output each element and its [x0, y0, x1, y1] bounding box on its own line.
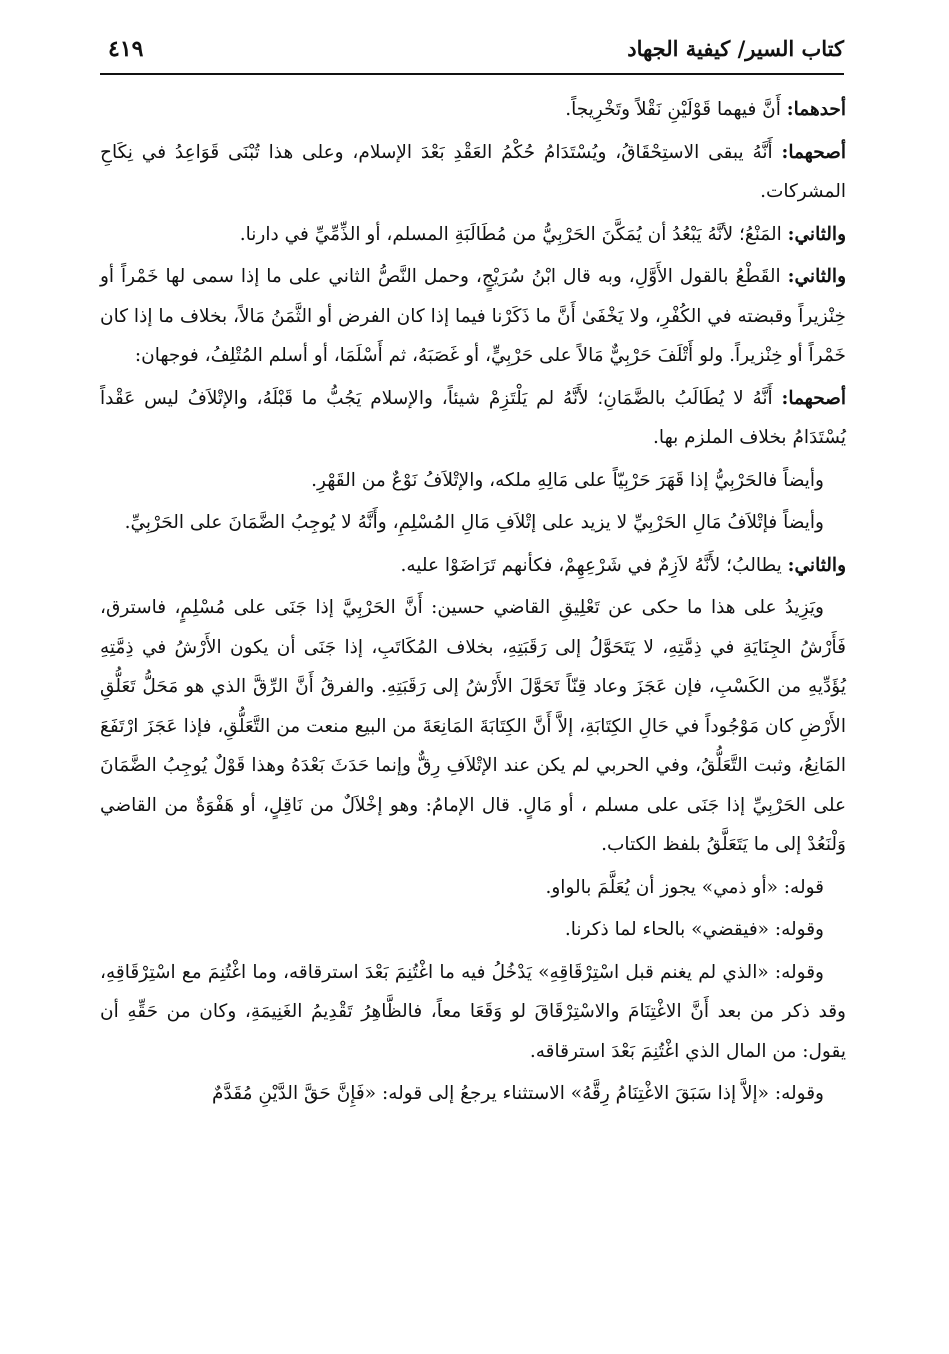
page-header	[100, 30, 844, 70]
paragraph-text: يطالبُ؛ لأَنَّهُ لاَزِمٌ في شَرْعِهِمْ، فكأنهم تَرَاضَوْا عليه.	[400, 554, 788, 576]
paragraph-text: وأيضاً فإتْلاَفُ مَالِ الحَرْبِيِّ لا يزيد على إتْلاَفِ مَالِ المُسْلِمِ، وأَنَّهُ لا يُوجِبُ الضَّمَانَ على الحَرْبِيِّ.	[124, 512, 824, 533]
paragraph	[100, 546, 846, 586]
paragraph-text: ويَزِيدُ على هذا ما حكى عن تَعْلِيقِ القاضي حسين: أَنَّ الحَرْبِيَّ إذا جَنَى على مُسْلِمٍ، فاسترق، فَأَرْشُ الجِنَايَةِ في ذِمَّتِهِ، لا يَتَحَوَّلُ إلى رَقَبَتِهِ، بخلاف المُكَاتَبِ، إذا جَنَى أن يكون الأَرْشُ في ذِمَّتِهِ يُؤَدِّيهِ من الكَسْبِ، فإن عَجَزَ وعاد قِنّاً تَحَوَّلَ الأَرْشُ إلى رَقَبَتِهِ. والفرقُ أَنَّ الرِّقَّ الذي هو مَحَلُّ تَعَلُّقِ الأَرْضِ كان مَوْجُوداً في حَالِ الكِتَابَةِ، إلاَّ أَنَّ الكِتَابَةَ المَانِعَةَ من البيع منعت من التَّعَلُّقِ، فإذا عَجَزَ ارْتَفَعَ المَانِعُ، وثبت التَّعَلُّقُ، وفي الحربي لم يكن عند الإتْلاَفِ رِقٌّ وإنما حَدَثَ بَعْدَهُ وهذا قَوْلٌ يُوجِبُ الضَّمَانَ على الحَرْبِيِّ إذا جَنَى على مسلم ، أو مَالٍ. قال الإمامُ: وهو إخْلاَلٌ من نَاقِلٍ، أو هَفْوَةٌ من القاضي وَلْنَعُدْ إلى ما يَتَعَلَّقُ بلفظ الكتاب.	[100, 597, 846, 855]
paragraph	[100, 503, 846, 543]
paragraph-text: أَنَّ فيهما قَوْلَيْنِ نَقْلاً وتَخْرِيجاً.	[565, 99, 787, 120]
paragraph-text: وقوله: «الذي لم يغنم قبل اسْتِرْقَاقِهِ» يَدْخُلُ فيه ما اغْتُنِمَ بَعْدَ استرقاقه، وما اغْتُنِمَ مع اسْتِرْقَاقِهِ، وقد ذكر من بعد أَنَّ الاغْتِنَامَ والاسْتِرْقَاقَ لو وَقَعَا معاً، فالظَّاهِرُ تَقْدِيمُ الغَنِيمَةِ، وكان من حَقِّهِ أن يقول: من المال الذي اغْتُنِمَ بَعْدَ استرقاقه.	[100, 961, 846, 1062]
paragraph-text: وقوله: «إلاَّ إذا سَبَقَ الاغْتِنَامُ رِقَّهُ» الاستثناء يرجعُ إلى قوله: «فَإِنَّ حَقَّ الدَّيْنِ مُقَدَّمٌ	[212, 1083, 824, 1104]
paragraph-text: أَنَّهُ يبقى الاستِحْقَاقُ، ويُسْتَدَامُ حُكْمُ العَقْدِ بَعْدَ الإسلام، وعلى هذا تُبْنَى قَوَاعِدُ في نِكَاحِ المشركات.	[100, 141, 846, 202]
paragraph-label: أحدهما:	[786, 99, 846, 120]
paragraph-text: وأيضاً فالحَرْبِيُّ إذا قَهَرَ حَرْبِيّاً على مَالِهِ ملكه، والإتْلاَفُ نَوْعٌ من القَهْرِ.	[311, 469, 824, 491]
paragraph-text: أَنَّهُ لا يُطَالَبُ بالضَّمَانِ؛ لأَنَّهُ لم يَلْتَزِمْ شيئاً، والإسلام يَجُبُّ ما قَبْلَهُ، والإتْلاَفُ ليس عَقْداً يُسْتَدَامُ بخلاف الملزم بها.	[100, 387, 846, 448]
paragraph	[100, 215, 846, 255]
page-number: ٤١٩	[108, 36, 144, 62]
paragraph	[100, 588, 846, 865]
paragraph	[100, 257, 846, 376]
paragraph	[100, 133, 846, 212]
paragraph	[100, 868, 846, 908]
paragraph-label: والثاني:	[787, 223, 846, 245]
paragraph	[100, 379, 846, 458]
paragraph-label: أصحهما:	[781, 387, 846, 409]
paragraph-label: والثاني:	[787, 266, 846, 287]
paragraph-text: المَنْعُ؛ لأنَّهُ يَبْعُدُ أن يُمَكَّنَ الحَرْبِيُّ من مُطَالَبَةِ المسلم، أو الذِّمِّيِّ في دارنا.	[239, 223, 788, 245]
paragraph-label: أصحهما:	[781, 141, 846, 163]
paragraph-label: والثاني:	[787, 554, 846, 576]
running-title: كتاب السير/ كيفية الجهاد	[627, 36, 844, 61]
paragraph	[100, 910, 846, 950]
paragraph-text: قوله: «أو ذمي» يجوز أن يُعَلَّمَ بالواو.	[545, 876, 824, 898]
paragraph	[100, 461, 846, 501]
header-divider	[100, 73, 844, 75]
paragraph	[100, 90, 846, 130]
page-body	[100, 90, 846, 1117]
paragraph	[100, 1074, 846, 1114]
paragraph	[100, 953, 846, 1072]
paragraph-text: القَطْعُ بالقول الأَوَّلِ، وبه قال ابْنُ سُرَيْجٍ، وحمل النَّصُّ الثاني على ما إذا سمى لها خَمْراً أو خِنْزيراً وقبضته في الكُفْرِ، ولا يَخْفَىٰ أَنَّ ما ذَكَرْنا فيما إذا كان الفرض أو الثَّمَنُ مَالاً، بخلاف ما إذا كان خَمْراً أو خِنْزيراً. ولو أَتْلَفَ حَرْبِيٌّ مَالاً على حَرْبِيٍّ، أو غَصَبَهُ، ثم أَسْلَمَا، أو أسلم المُتْلِفُ، فوجهان:	[100, 266, 846, 366]
paragraph-text: وقوله: «فيقضي» بالحاء لما ذكرنا.	[564, 919, 824, 940]
